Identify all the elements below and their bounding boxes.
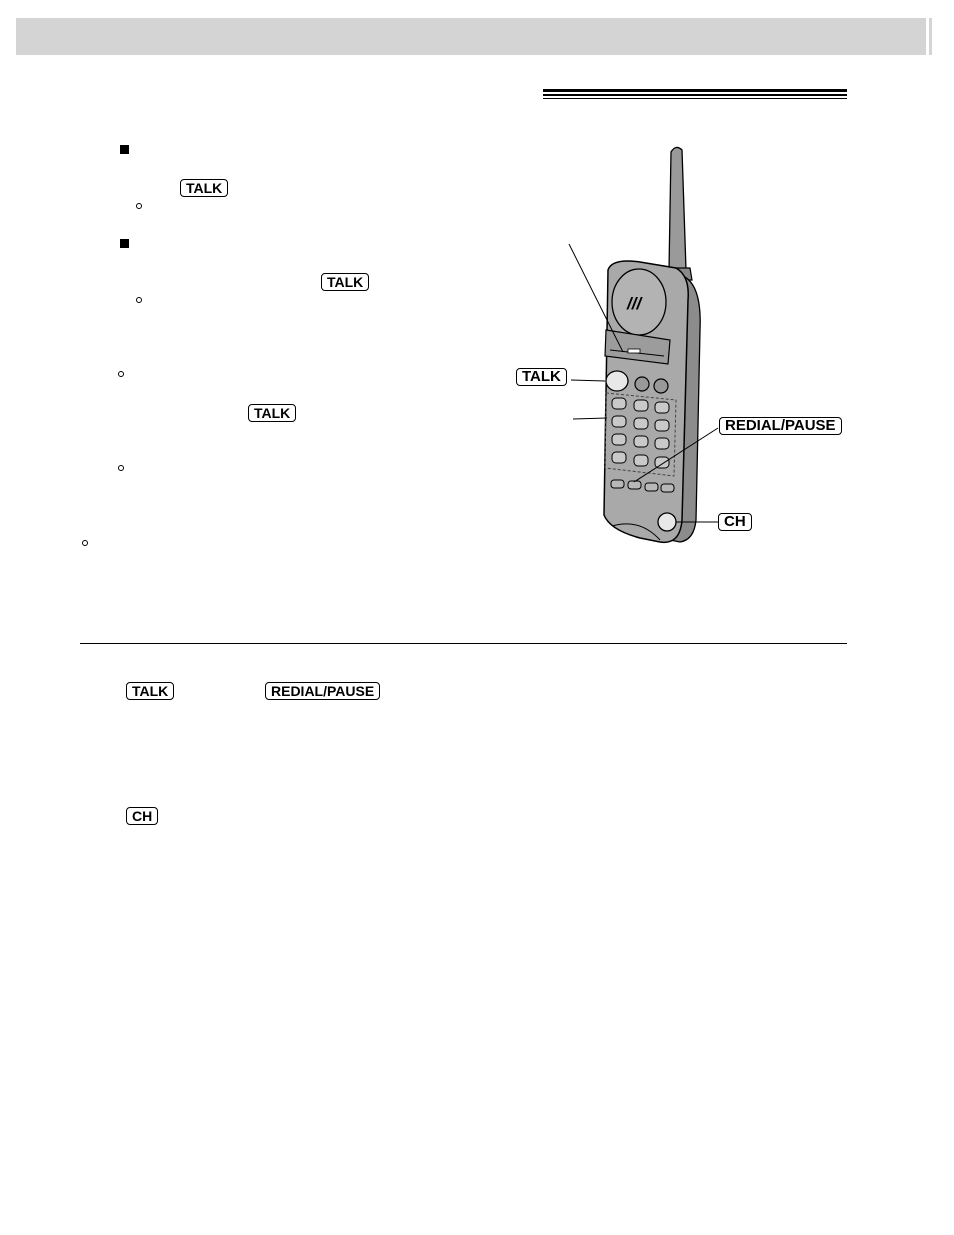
earpiece-mark: /// <box>627 294 642 313</box>
ch-callout-label: CH <box>718 513 752 531</box>
talk-key-label-4: TALK <box>126 682 174 700</box>
keypad-leader-line <box>573 418 607 419</box>
ch-key-label-1: CH <box>126 807 158 825</box>
redial-pause-key-label-1: REDIAL/PAUSE <box>265 682 380 700</box>
talk-callout-label: TALK <box>516 368 567 386</box>
talk-key-label-2: TALK <box>321 273 369 291</box>
redial-pause-callout-label: REDIAL/PAUSE <box>719 417 842 435</box>
talk-button-illus <box>606 371 628 391</box>
ch-button-illus <box>658 513 676 531</box>
talk-key-label-1: TALK <box>180 179 228 197</box>
antenna <box>669 147 686 270</box>
talk-key-label-3: TALK <box>248 404 296 422</box>
talk-leader-line <box>571 380 605 381</box>
